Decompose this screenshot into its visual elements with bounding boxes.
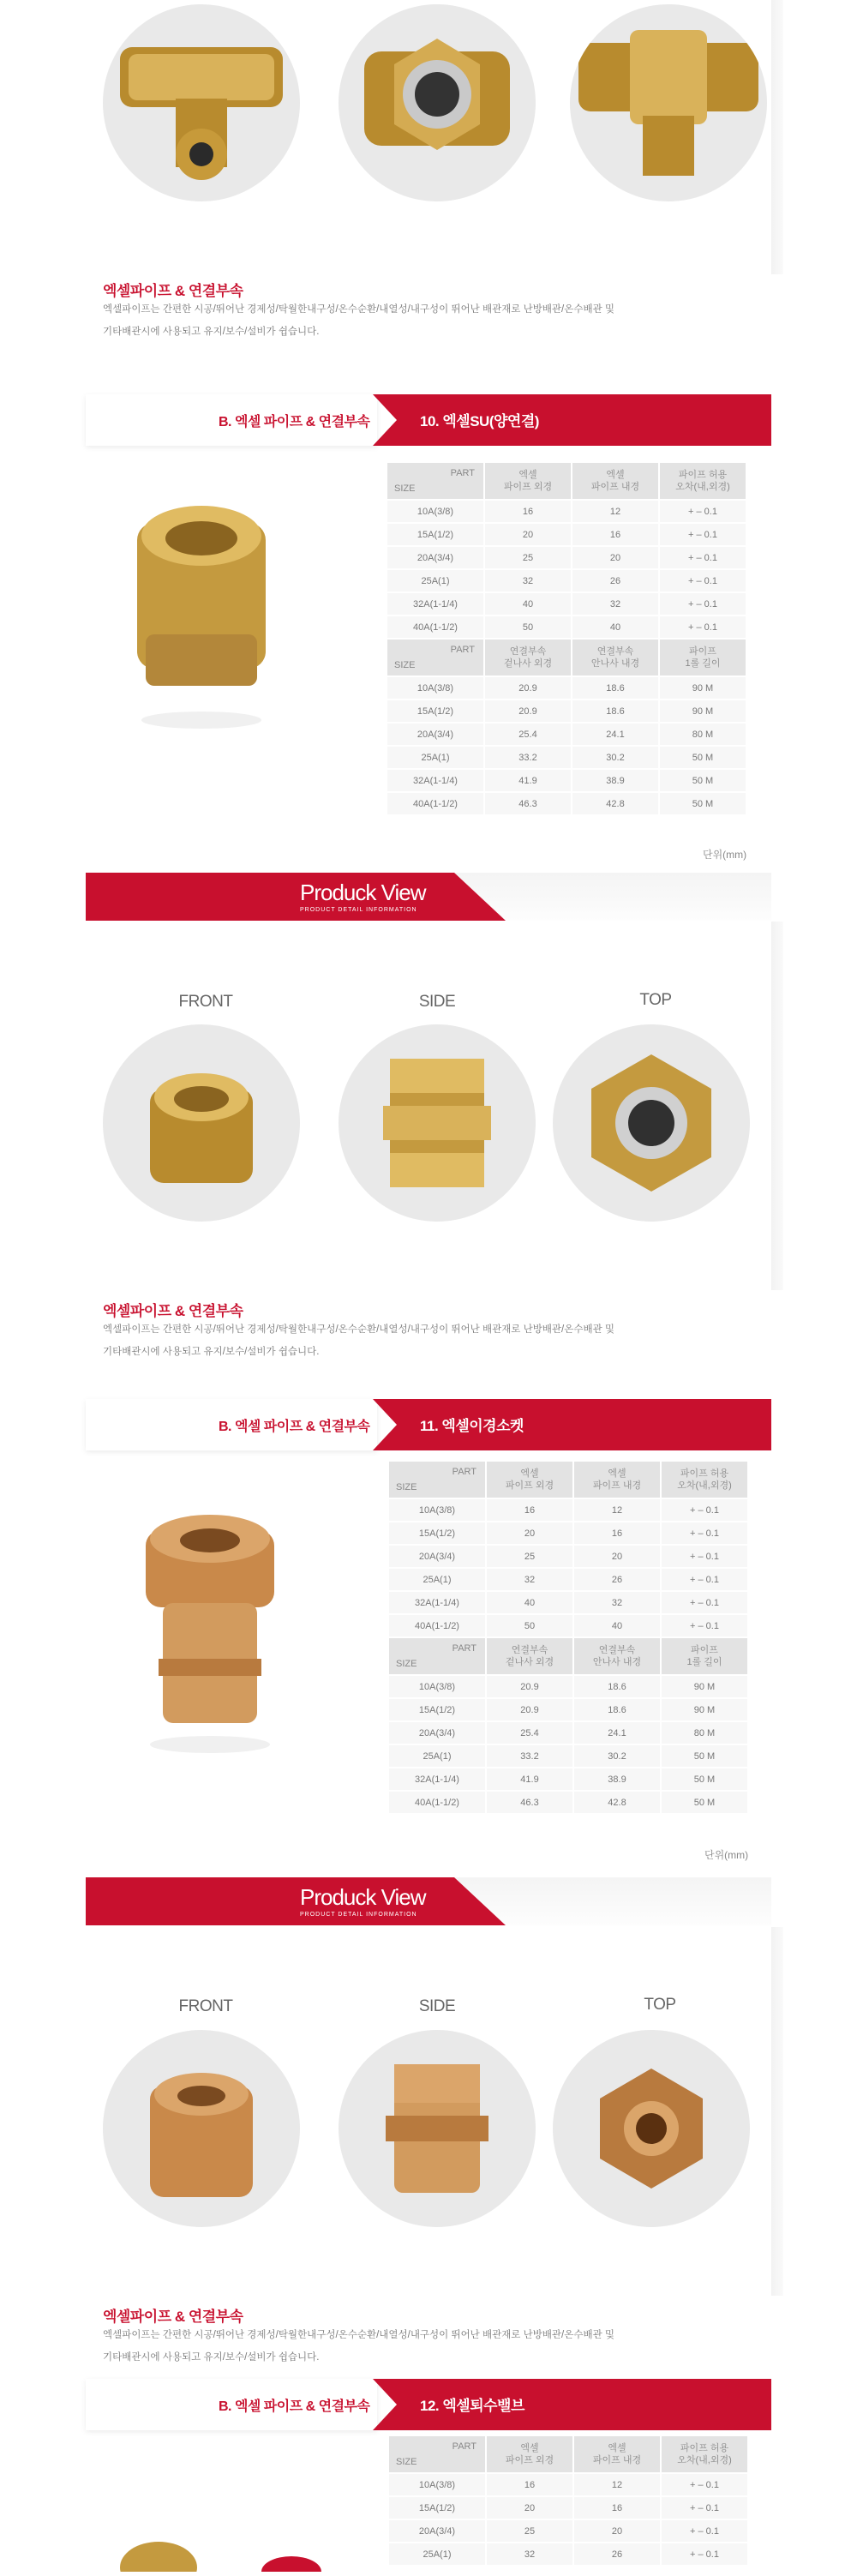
table-cell: 24.1 bbox=[574, 1722, 660, 1744]
table-row bbox=[387, 724, 746, 745]
table-cell: 20A(3/4) bbox=[389, 1546, 485, 1567]
table-cell: 18.6 bbox=[574, 1699, 660, 1720]
product-photo-top bbox=[570, 4, 767, 201]
table-cell: 40A(1-1/2) bbox=[387, 616, 483, 638]
table-cell: + – 0.1 bbox=[662, 2543, 747, 2565]
table-cell: 33.2 bbox=[485, 747, 571, 768]
table-cell: 12 bbox=[574, 1499, 660, 1521]
table-row bbox=[387, 747, 746, 768]
product-photo-side bbox=[339, 4, 536, 201]
column-header: 파이프 1롤 길이 bbox=[660, 639, 746, 676]
table-cell: 50 M bbox=[662, 1768, 747, 1790]
table-cell: + – 0.1 bbox=[662, 1592, 747, 1613]
table-cell: 50 M bbox=[662, 1745, 747, 1767]
table-cell: 40A(1-1/2) bbox=[389, 1615, 485, 1636]
product-photo-front bbox=[103, 1024, 300, 1222]
product-photo-front bbox=[103, 4, 300, 201]
table-cell: + – 0.1 bbox=[662, 1546, 747, 1567]
table-cell: 33.2 bbox=[487, 1745, 572, 1767]
table-cell: 32 bbox=[574, 1592, 660, 1613]
table-cell: 25A(1) bbox=[387, 570, 483, 591]
table-cell: 25A(1) bbox=[389, 1569, 485, 1590]
table-row bbox=[389, 2520, 747, 2542]
table-cell: + – 0.1 bbox=[662, 1615, 747, 1636]
category-label: B. 엑셀 파이프 & 연결부속 bbox=[219, 415, 370, 429]
table-row bbox=[389, 1676, 747, 1697]
table-cell: + – 0.1 bbox=[662, 2520, 747, 2542]
table-row bbox=[389, 1592, 747, 1613]
table-cell: 24.1 bbox=[572, 724, 658, 745]
table-row bbox=[389, 2543, 747, 2565]
table-corner: PART SIZE bbox=[387, 639, 483, 676]
column-header: 엑셀 파이프 외경 bbox=[485, 463, 571, 499]
table-cell: 32 bbox=[485, 570, 571, 591]
table-cell: 12 bbox=[574, 2474, 660, 2495]
table-cell: 30.2 bbox=[572, 747, 658, 768]
spec-table bbox=[387, 2435, 749, 2567]
section-header-11 bbox=[86, 1399, 771, 1450]
column-header: 파이프 1롤 길이 bbox=[662, 1638, 747, 1674]
table-row bbox=[389, 1768, 747, 1790]
table-row bbox=[387, 570, 746, 591]
table-cell: 16 bbox=[487, 1499, 572, 1521]
table-cell: 26 bbox=[574, 1569, 660, 1590]
description-text bbox=[103, 2324, 651, 2369]
table-row bbox=[389, 1745, 747, 1767]
section-header-10 bbox=[86, 394, 771, 446]
table-cell: 16 bbox=[485, 501, 571, 522]
column-header: 엑셀 파이프 내경 bbox=[574, 2436, 660, 2472]
table-cell: 38.9 bbox=[572, 770, 658, 791]
table-cell: 10A(3/8) bbox=[389, 2474, 485, 2495]
table-cell: 25A(1) bbox=[389, 2543, 485, 2565]
table-corner: PART SIZE bbox=[389, 2436, 485, 2472]
category-label: B. 엑셀 파이프 & 연결부속 bbox=[219, 1420, 370, 1434]
section-title: 11. 엑셀이경소켓 bbox=[420, 1418, 524, 1434]
table-cell: 15A(1/2) bbox=[387, 524, 483, 545]
column-header: 파이프 허용 오차(내,외경) bbox=[660, 463, 746, 499]
description-title: 엑셀파이프 & 연결부속 bbox=[103, 283, 243, 299]
column-header: 엑셀 파이프 내경 bbox=[572, 463, 658, 499]
table-cell: 20A(3/4) bbox=[387, 724, 483, 745]
table-corner: PART SIZE bbox=[389, 1638, 485, 1674]
table-cell: 10A(3/8) bbox=[387, 501, 483, 522]
banner-subtitle: PRODUCT DETAIL INFORMATION bbox=[300, 907, 417, 913]
table-corner: PART SIZE bbox=[387, 463, 483, 499]
table-cell: 20 bbox=[487, 1522, 572, 1544]
banner-title: Produck View bbox=[300, 1884, 426, 1910]
table-cell: 80 M bbox=[662, 1722, 747, 1744]
table-cell: + – 0.1 bbox=[660, 547, 746, 568]
table-cell: 25 bbox=[485, 547, 571, 568]
table-row bbox=[387, 700, 746, 722]
table-cell: 26 bbox=[574, 2543, 660, 2565]
table-cell: 80 M bbox=[660, 724, 746, 745]
table-cell: 42.8 bbox=[572, 793, 658, 814]
table-row bbox=[387, 770, 746, 791]
product-photo-top bbox=[553, 2030, 750, 2227]
table-cell: 32A(1-1/4) bbox=[387, 770, 483, 791]
produck-view-banner bbox=[86, 873, 771, 924]
product-photo-top bbox=[553, 1024, 750, 1222]
view-label-front: FRONT bbox=[178, 1997, 233, 2015]
table-cell: 41.9 bbox=[485, 770, 571, 791]
table-cell: 18.6 bbox=[572, 700, 658, 722]
table-row bbox=[387, 593, 746, 615]
table-cell: + – 0.1 bbox=[662, 1569, 747, 1590]
table-cell: + – 0.1 bbox=[660, 501, 746, 522]
table-cell: 16 bbox=[574, 2497, 660, 2519]
table-cell: 20A(3/4) bbox=[387, 547, 483, 568]
table-cell: 15A(1/2) bbox=[389, 1522, 485, 1544]
table-row bbox=[387, 547, 746, 568]
table-cell: 18.6 bbox=[574, 1676, 660, 1697]
table-cell: 50 bbox=[487, 1615, 572, 1636]
column-header: 파이프 허용 오차(내,외경) bbox=[662, 2436, 747, 2472]
table-cell: + – 0.1 bbox=[660, 593, 746, 615]
table-cell: 32 bbox=[572, 593, 658, 615]
table-cell: 32A(1-1/4) bbox=[389, 1592, 485, 1613]
table-cell: 10A(3/8) bbox=[387, 677, 483, 699]
table-row bbox=[387, 793, 746, 814]
product-photo-front bbox=[103, 2030, 300, 2227]
column-header: 연결부속 겉나사 외경 bbox=[487, 1638, 572, 1674]
column-header: 엑셀 파이프 내경 bbox=[574, 1462, 660, 1498]
table-row bbox=[389, 1546, 747, 1567]
description-line: 엑셀파이프는 간편한 시공/뛰어난 경제성/탁월한내구성/온수순환/내열성/내구성이 뛰어난 배관재로 난방배관/온수배관 및 bbox=[103, 1324, 614, 1335]
table-cell: 32A(1-1/4) bbox=[387, 593, 483, 615]
table-cell: + – 0.1 bbox=[662, 1522, 747, 1544]
table-cell: + – 0.1 bbox=[660, 524, 746, 545]
produck-view-banner bbox=[86, 1877, 771, 1929]
table-row bbox=[389, 2497, 747, 2519]
banner-subtitle: PRODUCT DETAIL INFORMATION bbox=[300, 1912, 417, 1918]
table-cell: 90 M bbox=[660, 677, 746, 699]
table-cell: 40A(1-1/2) bbox=[387, 793, 483, 814]
table-cell: 15A(1/2) bbox=[387, 700, 483, 722]
column-header: 엑셀 파이프 외경 bbox=[487, 1462, 572, 1498]
section-title: 12. 엑셀퇴수밸브 bbox=[420, 2398, 524, 2414]
table-row bbox=[389, 1522, 747, 1544]
table-cell: 20.9 bbox=[485, 700, 571, 722]
table-cell: 32 bbox=[487, 1569, 572, 1590]
table-cell: 25 bbox=[487, 1546, 572, 1567]
description-title: 엑셀파이프 & 연결부속 bbox=[103, 1303, 243, 1319]
table-cell: 46.3 bbox=[485, 793, 571, 814]
table-cell: 18.6 bbox=[572, 677, 658, 699]
table-cell: + – 0.1 bbox=[662, 2474, 747, 2495]
table-cell: 50 M bbox=[660, 793, 746, 814]
table-cell: 90 M bbox=[662, 1699, 747, 1720]
column-header: 연결부속 안나사 내경 bbox=[574, 1638, 660, 1674]
table-row bbox=[389, 1699, 747, 1720]
table-cell: 20 bbox=[485, 524, 571, 545]
table-cell: 40 bbox=[485, 593, 571, 615]
table-cell: 25 bbox=[487, 2520, 572, 2542]
column-header: 연결부속 안나사 내경 bbox=[572, 639, 658, 676]
table-row bbox=[389, 2474, 747, 2495]
table-cell: 10A(3/8) bbox=[389, 1676, 485, 1697]
product-photo-side bbox=[339, 2030, 536, 2227]
table-cell: 20 bbox=[574, 1546, 660, 1567]
table-row bbox=[387, 677, 746, 699]
table-cell: 20 bbox=[574, 2520, 660, 2542]
description-text bbox=[103, 1318, 651, 1363]
view-label-side: SIDE bbox=[418, 1997, 456, 2015]
table-row bbox=[389, 1615, 747, 1636]
table-cell: 50 bbox=[485, 616, 571, 638]
table-cell: 40 bbox=[487, 1592, 572, 1613]
table-cell: 25A(1) bbox=[389, 1745, 485, 1767]
description-line: 엑셀파이프는 간편한 시공/뛰어난 경제성/탁월한내구성/온수순환/내열성/내구성이 뛰어난 배관재로 난방배관/온수배관 및 bbox=[103, 2330, 614, 2340]
table-cell: 16 bbox=[487, 2474, 572, 2495]
column-header: 파이프 허용 오차(내,외경) bbox=[662, 1462, 747, 1498]
table-cell: 20 bbox=[487, 2497, 572, 2519]
description-title: 엑셀파이프 & 연결부속 bbox=[103, 2309, 243, 2325]
view-label-side: SIDE bbox=[418, 993, 456, 1011]
description-text bbox=[103, 298, 651, 343]
table-cell: 16 bbox=[572, 524, 658, 545]
table-cell: 12 bbox=[572, 501, 658, 522]
table-cell: 20.9 bbox=[487, 1676, 572, 1697]
table-row bbox=[389, 1499, 747, 1521]
product-photo-main bbox=[120, 489, 291, 750]
table-cell: 15A(1/2) bbox=[389, 2497, 485, 2519]
table-cell: 38.9 bbox=[574, 1768, 660, 1790]
unit-label: 단위(mm) bbox=[703, 849, 747, 861]
table-cell: + – 0.1 bbox=[660, 570, 746, 591]
table-corner: PART SIZE bbox=[389, 1462, 485, 1498]
section-header-12 bbox=[86, 2379, 771, 2430]
view-label-top: TOP bbox=[639, 991, 672, 1009]
spec-table bbox=[386, 461, 747, 816]
unit-label: 단위(mm) bbox=[704, 1849, 749, 1861]
table-cell: 20A(3/4) bbox=[389, 1722, 485, 1744]
table-row bbox=[389, 1792, 747, 1813]
product-photo-side bbox=[339, 1024, 536, 1222]
product-photo-main bbox=[116, 2525, 321, 2576]
product-photo-main bbox=[124, 1504, 296, 1766]
table-row bbox=[387, 524, 746, 545]
description-line: 엑셀파이프는 간편한 시공/뛰어난 경제성/탁월한내구성/온수순환/내열성/내구성이 뛰어난 배관재로 난방배관/온수배관 및 bbox=[103, 304, 614, 315]
table-cell: 20 bbox=[572, 547, 658, 568]
table-cell: 90 M bbox=[660, 700, 746, 722]
table-cell: + – 0.1 bbox=[662, 2497, 747, 2519]
table-cell: 16 bbox=[574, 1522, 660, 1544]
column-header: 엑셀 파이프 외경 bbox=[487, 2436, 572, 2472]
table-cell: 40A(1-1/2) bbox=[389, 1792, 485, 1813]
table-cell: 50 M bbox=[662, 1792, 747, 1813]
table-cell: 32A(1-1/4) bbox=[389, 1768, 485, 1790]
table-row bbox=[387, 501, 746, 522]
view-label-top: TOP bbox=[644, 1996, 676, 2014]
table-cell: 26 bbox=[572, 570, 658, 591]
table-cell: 20.9 bbox=[487, 1699, 572, 1720]
table-cell: 90 M bbox=[662, 1676, 747, 1697]
table-row bbox=[389, 1722, 747, 1744]
table-cell: 25.4 bbox=[485, 724, 571, 745]
category-label: B. 엑셀 파이프 & 연결부속 bbox=[219, 2399, 370, 2414]
description-line: 기타배관시에 사용되고 유지/보수/설비가 쉽습니다. bbox=[103, 2352, 320, 2363]
table-cell: 50 M bbox=[660, 747, 746, 768]
table-cell: + – 0.1 bbox=[662, 1499, 747, 1521]
description-line: 기타배관시에 사용되고 유지/보수/설비가 쉽습니다. bbox=[103, 1347, 320, 1357]
table-cell: 46.3 bbox=[487, 1792, 572, 1813]
view-label-front: FRONT bbox=[178, 993, 233, 1011]
table-row bbox=[389, 1569, 747, 1590]
table-cell: 10A(3/8) bbox=[389, 1499, 485, 1521]
table-cell: + – 0.1 bbox=[660, 616, 746, 638]
table-cell: 50 M bbox=[660, 770, 746, 791]
table-cell: 42.8 bbox=[574, 1792, 660, 1813]
table-cell: 20A(3/4) bbox=[389, 2520, 485, 2542]
table-cell: 32 bbox=[487, 2543, 572, 2565]
page-edge-shadow bbox=[771, 0, 783, 274]
table-cell: 30.2 bbox=[574, 1745, 660, 1767]
table-cell: 25A(1) bbox=[387, 747, 483, 768]
spec-table bbox=[387, 1460, 749, 1815]
description-line: 기타배관시에 사용되고 유지/보수/설비가 쉽습니다. bbox=[103, 327, 320, 337]
table-cell: 40 bbox=[574, 1615, 660, 1636]
column-header: 연결부속 겉나사 외경 bbox=[485, 639, 571, 676]
table-cell: 25.4 bbox=[487, 1722, 572, 1744]
section-title: 10. 엑셀SU(양연결) bbox=[420, 413, 539, 429]
table-cell: 20.9 bbox=[485, 677, 571, 699]
table-cell: 40 bbox=[572, 616, 658, 638]
table-cell: 15A(1/2) bbox=[389, 1699, 485, 1720]
table-cell: 41.9 bbox=[487, 1768, 572, 1790]
banner-title: Produck View bbox=[300, 880, 426, 905]
table-row bbox=[387, 616, 746, 638]
